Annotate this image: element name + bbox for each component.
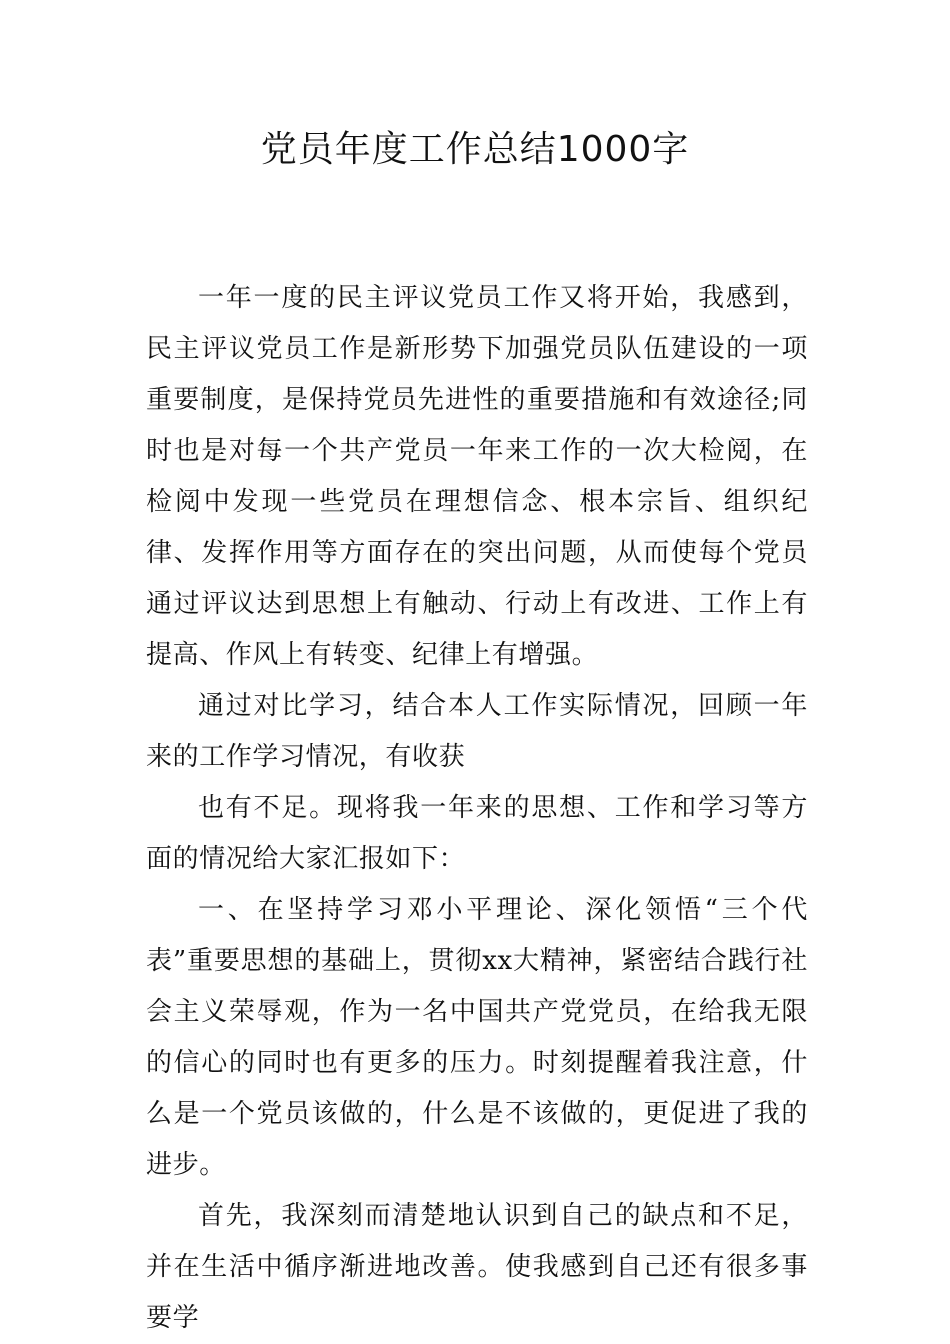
document-title: 党员年度工作总结1000字 bbox=[260, 129, 690, 170]
paragraph-4: 一、在坚持学习邓小平理论、深化领悟“三个代表”重要思想的基础上，贯彻xx大精神，紧密结合践行社会主义荣辱观，作为一名中国共产党党员，在给我无限的信心的同时也有更多的压力。时刻提醒着我注意，什么是一个党员该做的，什么是不该做的，更促进了我的进步。 bbox=[146, 895, 808, 1180]
paragraph-2: 通过对比学习，结合本人工作实际情况，回顾一年来的工作学习情况，有收获 bbox=[146, 691, 808, 772]
paragraph-5: 首先，我深刻而清楚地认识到自己的缺点和不足，并在生活中循序渐进地改善。使我感到自己还有很多事要学 bbox=[146, 1201, 808, 1333]
paragraph-3: 也有不足。现将我一年来的思想、工作和学习等方面的情况给大家汇报如下： bbox=[146, 793, 808, 874]
paragraph-1: 一年一度的民主评议党员工作又将开始，我感到，民主评议党员工作是新形势下加强党员队伍建设的一项重要制度，是保持党员先进性的重要措施和有效途径;同时也是对每一个共产党员一年来工作的一次大检阅，在检阅中发现一些党员在理想信念、根本宗旨、组织纪律、发挥作用等方面存在的突出问题，从而使每个党员通过评议达到思想上有触动、行动上有改进、工作上有提高、作风上有转变、纪律上有增强。 bbox=[146, 283, 808, 670]
document-body bbox=[146, 273, 808, 1344]
